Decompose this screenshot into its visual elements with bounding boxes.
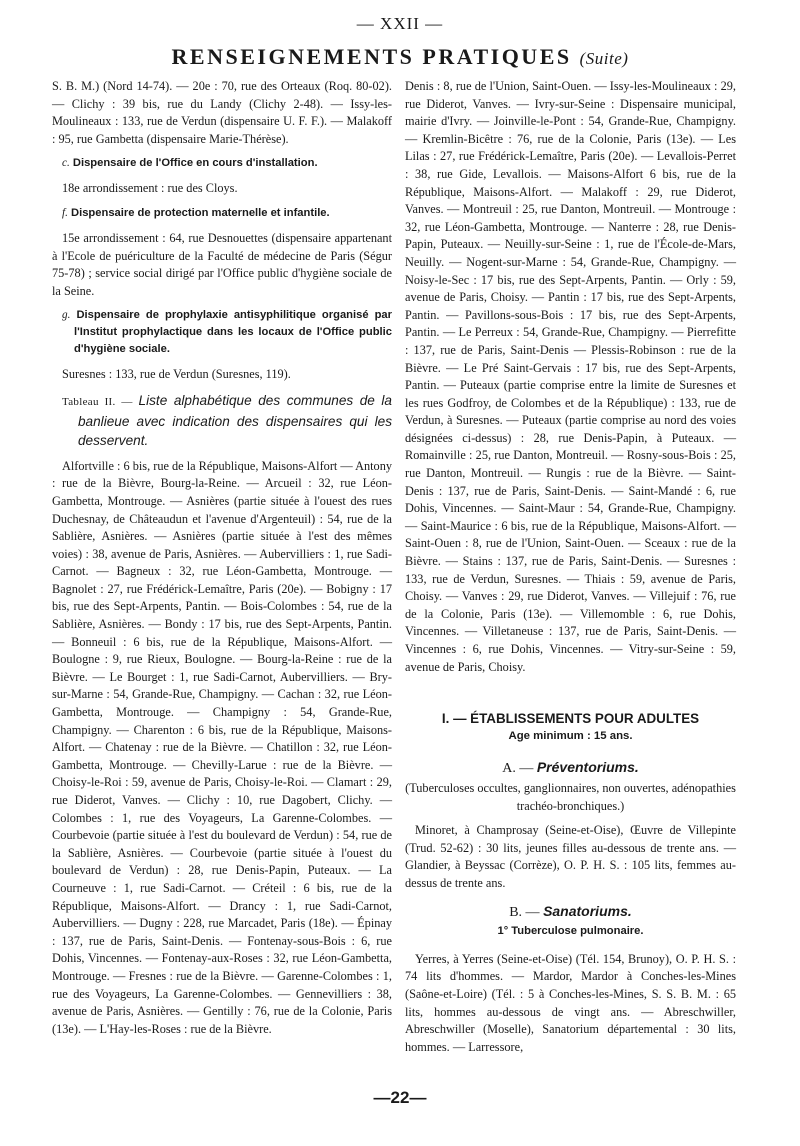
- section-heading: Dispensaire de prophylaxie antisyphilitique organisé par l'Institut prophylactique dans les locaux de l'Office public d'hygiène sociale.: [74, 309, 393, 356]
- page-number: —22—: [373, 1088, 427, 1107]
- title-suite: (Suite): [579, 49, 629, 68]
- title-text: RENSEIGNEMENTS PRATIQUES: [171, 44, 572, 69]
- subsection-title: Sanatoriums.: [543, 902, 632, 919]
- subsection-label: A. —: [502, 761, 534, 777]
- section-letter: f.: [62, 206, 68, 219]
- section-f: [52, 205, 392, 222]
- commune-list-continued: Denis : 8, rue de l'Union, Saint-Ouen. — Issy-les-Moulineaux : 29, rue Diderot, Vanves. — Ivry-sur-Seine : Dispensaire municipal, mairie d'Ivry. — Joinville-le-Pont : 54, Grande-Rue, Champigny. — Kremlin-Bicêtre : 76, rue de la Colonie, Paris (13e). — Les Lilas : 27, rue Frédérick-Lemaître, Paris (20e). — Levallois-Perret : 38, rue Gide, Levallois. — Maisons-Alfort 6 bis, rue de la République, Maisons-Alfort. — Malakoff : 29, rue Diderot, Vanves. — Montreuil : 25, rue Danton, Montreuil. — Montrouge : 32, rue Léon-Gambetta, Montrouge. — Nanterre : 28, rue Denis-Papin, Puteaux. — Neuilly-sur-Seine : 1, rue de l'École-de-Mars, Neuilly. — Nogent-sur-Marne : 54, Grande-Rue, Champigny. — Noisy-le-Sec : 17 bis, rue des Sept-Arpents, Pantin. — Orly : 59, avenue de Paris, Choisy. — Pantin : 17 bis, rue des Sept-Arpents, Pantin. — Pavillons-sous-Bois : 17 bis, rue des Sept-Arpents, Pantin. — Le Perreux : 54, Grande-Rue, Champigny. — Pierrefitte : 137, rue de Paris, Saint-Denis — Plessis-Robinson : rue de la Bièvre. — Le Pré Saint-Gervais : 17 bis, rue des Sept-Arpents, Pantin. — Puteaux (partie comprise entre la limite de Suresnes et les rues Godfroy, de Colombes et de la République) : 133, rue de Verdun, à Suresnes. — Puteaux (partie comprise au nord des voies désignées ci-dessus) : 28, rue Denis-Papin, à Puteaux. — Romainville : 25, rue Danton, Montreuil. — Rosny-sous-Bois : 25, rue Danton, Montreuil. — Rungis : rue de la Bièvre. — Saint-Denis : 137, rue de Paris, Saint-Denis. — Saint-Mandé : 6, rue Dohis, Vincennes. — Saint-Maur : 54, Grande-Rue, Champigny. — Saint-Maurice : 6 bis, rue de la République, Maisons-Alfort. — Saint-Ouen : 8, rue de l'Union, Saint-Ouen. — Sceaux : rue de la Bièvre. — Stains : 137, rue de Paris, Saint-Denis. — Suresnes : 133, rue de Verdun, Suresnes. — Thiais : 59, avenue de Paris, Choisy. — Vanves : 29, rue Diderot, Vanves. — Villejuif : 76, rue de la Colonie, Paris (13e). — Villemomble : 6, rue Dohis, Vincennes. — Villetaneuse : 137, rue de Paris, Saint-Denis. — Vincennes : 6, rue Dohis, Vincennes. — Vitry-sur-Seine : 59, avenue de Paris, Choisy.: [405, 79, 736, 674]
- section-g: [52, 307, 392, 358]
- page-title: [0, 44, 800, 70]
- commune-list: Alfortville : 6 bis, rue de la République, Maisons-Alfort — Antony : rue de la Bièvre, Bourg-la-Reine. — Arcueil : 32, rue Léon-Gambetta, Montrouge. — Asnières (partie située à l'ouest des rues Duchesnay, de Châteaudun et l'avenue d'Argenteuil) : 54, rue de la Sablière, Asnières. — Asnières (partie située à l'est des mêmes voies) : 38, avenue de Paris, Asnières. — Aubervilliers : 1, rue Sadi-Carnot. — Bagneux : 32, rue Léon-Gambetta, Montrouge. — Bagnolet : 27, rue Frédérick-Lemaître, Paris (20e). — Bobigny : 17 bis, rue des Sept-Arpents, Pantin. — Bois-Colombes : 54, rue de la Sablière, Asnières. — Bondy : 17 bis, rue des Sept-Arpents, Pantin. — Bonneuil : 6 bis, rue de la République, Maisons-Alfort. — Boulogne : 9, rue Rieux, Boulogne. — Bourg-la-Reine : rue de la Bièvre. — Le Bourget : 1, rue Sadi-Carnot, Aubervilliers. — Bry-sur-Marne : 54, Grande-Rue, Champigny. — Cachan : 32, rue Léon-Gambetta, Montrouge. — Champigny : 54, Grande-Rue, Champigny. — Charenton : 6 bis, rue de la République, Maisons-Alfort. — Chatenay : rue de la Bièvre. — Chatillon : 32, rue Léon-Gambetta, Montrouge. — Chevilly-Larue : rue de la Bièvre. — Choisy-le-Roi : 59, avenue de Paris, Choisy-le-Roi. — Clamart : 29, rue Diderot, Vanves. — Clichy : 10, rue Dagobert, Clichy. — Colombes : 1, rue des Voyageurs, La Garenne-Colombes. — Courbevoie (partie située à l'est du boulevard de Verdun) : 54, rue de la Sablière, Asnières. — Courbevoie (partie située à l'ouest du boulevard de Verdun) : 28, rue Denis-Papin, Puteaux. — La Courneuve : 1, rue Sadi-Carnot. — Créteil : 6 bis, rue de la République, Maisons-Alfort. — Drancy : 1, rue Sadi-Carnot, Aubervilliers. — Dugny : 228, rue Marcadet, Paris (18e). — Épinay : 137, rue de Paris, Saint-Denis. — Fontenay-sous-Bois : 6, rue Dohis, Vincennes. — Fontenay-aux-Roses : 32, rue Léon-Gambetta, Montrouge. — Fresnes : rue de la Bièvre. — Garenne-Colombes : 1, rue des Voyageurs, La Garenne-Colombes. — Gennevilliers : 38, avenue de Paris, Asnières. — Gentilly : 76, rue de la Colonie, Paris (13e). — L'Hay-les-Roses : rue de la Bièvre.: [52, 458, 392, 1036]
- subsection-b: [405, 903, 736, 922]
- paragraph: S. B. M.) (Nord 14-74). — 20e : 70, rue des Orteaux (Roq. 80-02). — Clichy : 39 bis, rue du Landy (Clichy 2-48). — Issy-les-Moulineaux : 133, rue de Verdun (dispensaire U. F. F.). — Malakoff : 95, rue Gambetta (dispensaire Marie-Thérèse).: [52, 79, 392, 146]
- subsection-description: (Tuberculoses occultes, ganglionnaires, non ouvertes, adénopathies trachéo-bronchiques.): [405, 780, 736, 813]
- section-heading: Dispensaire de l'Office en cours d'installation.: [72, 157, 318, 170]
- subsection-a: [405, 759, 736, 778]
- roman-page-number: — XXII —: [356, 14, 444, 33]
- left-column: [52, 78, 392, 1045]
- tableau-heading: [52, 391, 392, 451]
- tableau-label: Tableau II. —: [62, 395, 133, 408]
- paragraph: 15e arrondissement : 64, rue Desnouettes (dispensaire appartenant à l'Ecole de puériculture de la Faculté de médecine de Paris (Ségur 75-78) ; service social dirigé par l'Office public d'hygiène sociale de la Seine.: [52, 230, 392, 298]
- section-heading: Dispensaire de protection maternelle et infantile.: [71, 206, 330, 219]
- section-letter: c.: [62, 157, 70, 170]
- section-letter: g.: [62, 309, 71, 322]
- subsection-label: B. —: [509, 904, 540, 920]
- section-title: I. — ÉTABLISSEMENTS POUR ADULTES: [441, 711, 700, 727]
- subsection-heading: 1° Tuberculose pulmonaire.: [497, 925, 644, 938]
- paragraph: Suresnes : 133, rue de Verdun (Suresnes, 119).: [62, 367, 291, 382]
- section-subtitle: Age minimum : 15 ans.: [508, 729, 633, 742]
- tableau-title: Liste alphabétique des communes de la banlieue avec indication des dispensaires qui les desservent.: [78, 392, 392, 449]
- paragraph: Minoret, à Champrosay (Seine-et-Oise), Œuvre de Villepinte (Trud. 52-62) : 30 lits, jeunes filles au-dessous de trente ans. — Glandier, à Beyssac (Corrèze), O. P. H. S. : 105 lits, femmes au-dessus de trente ans.: [405, 823, 736, 890]
- paragraph: Yerres, à Yerres (Seine-et-Oise) (Tél. 154, Brunoy), O. P. H. S. : 74 lits d'hommes. — Mardor, Mardor à Conches-les-Mines (Saône-et-Loire) (Tél. : 5 à Conches-les-Mines, S. S. B. M. : 65 lits, hommes au-dessous de vingt ans. — Abreschwiller, Abreschwiller (Moselle), Sanatorium départemental : 30 lits, hommes. — Larressore,: [405, 951, 736, 1054]
- paragraph: 18e arrondissement : rue des Cloys.: [62, 181, 238, 196]
- section-c: [52, 155, 392, 172]
- right-column: [405, 78, 736, 1063]
- subsection-title: Préventoriums.: [536, 759, 639, 776]
